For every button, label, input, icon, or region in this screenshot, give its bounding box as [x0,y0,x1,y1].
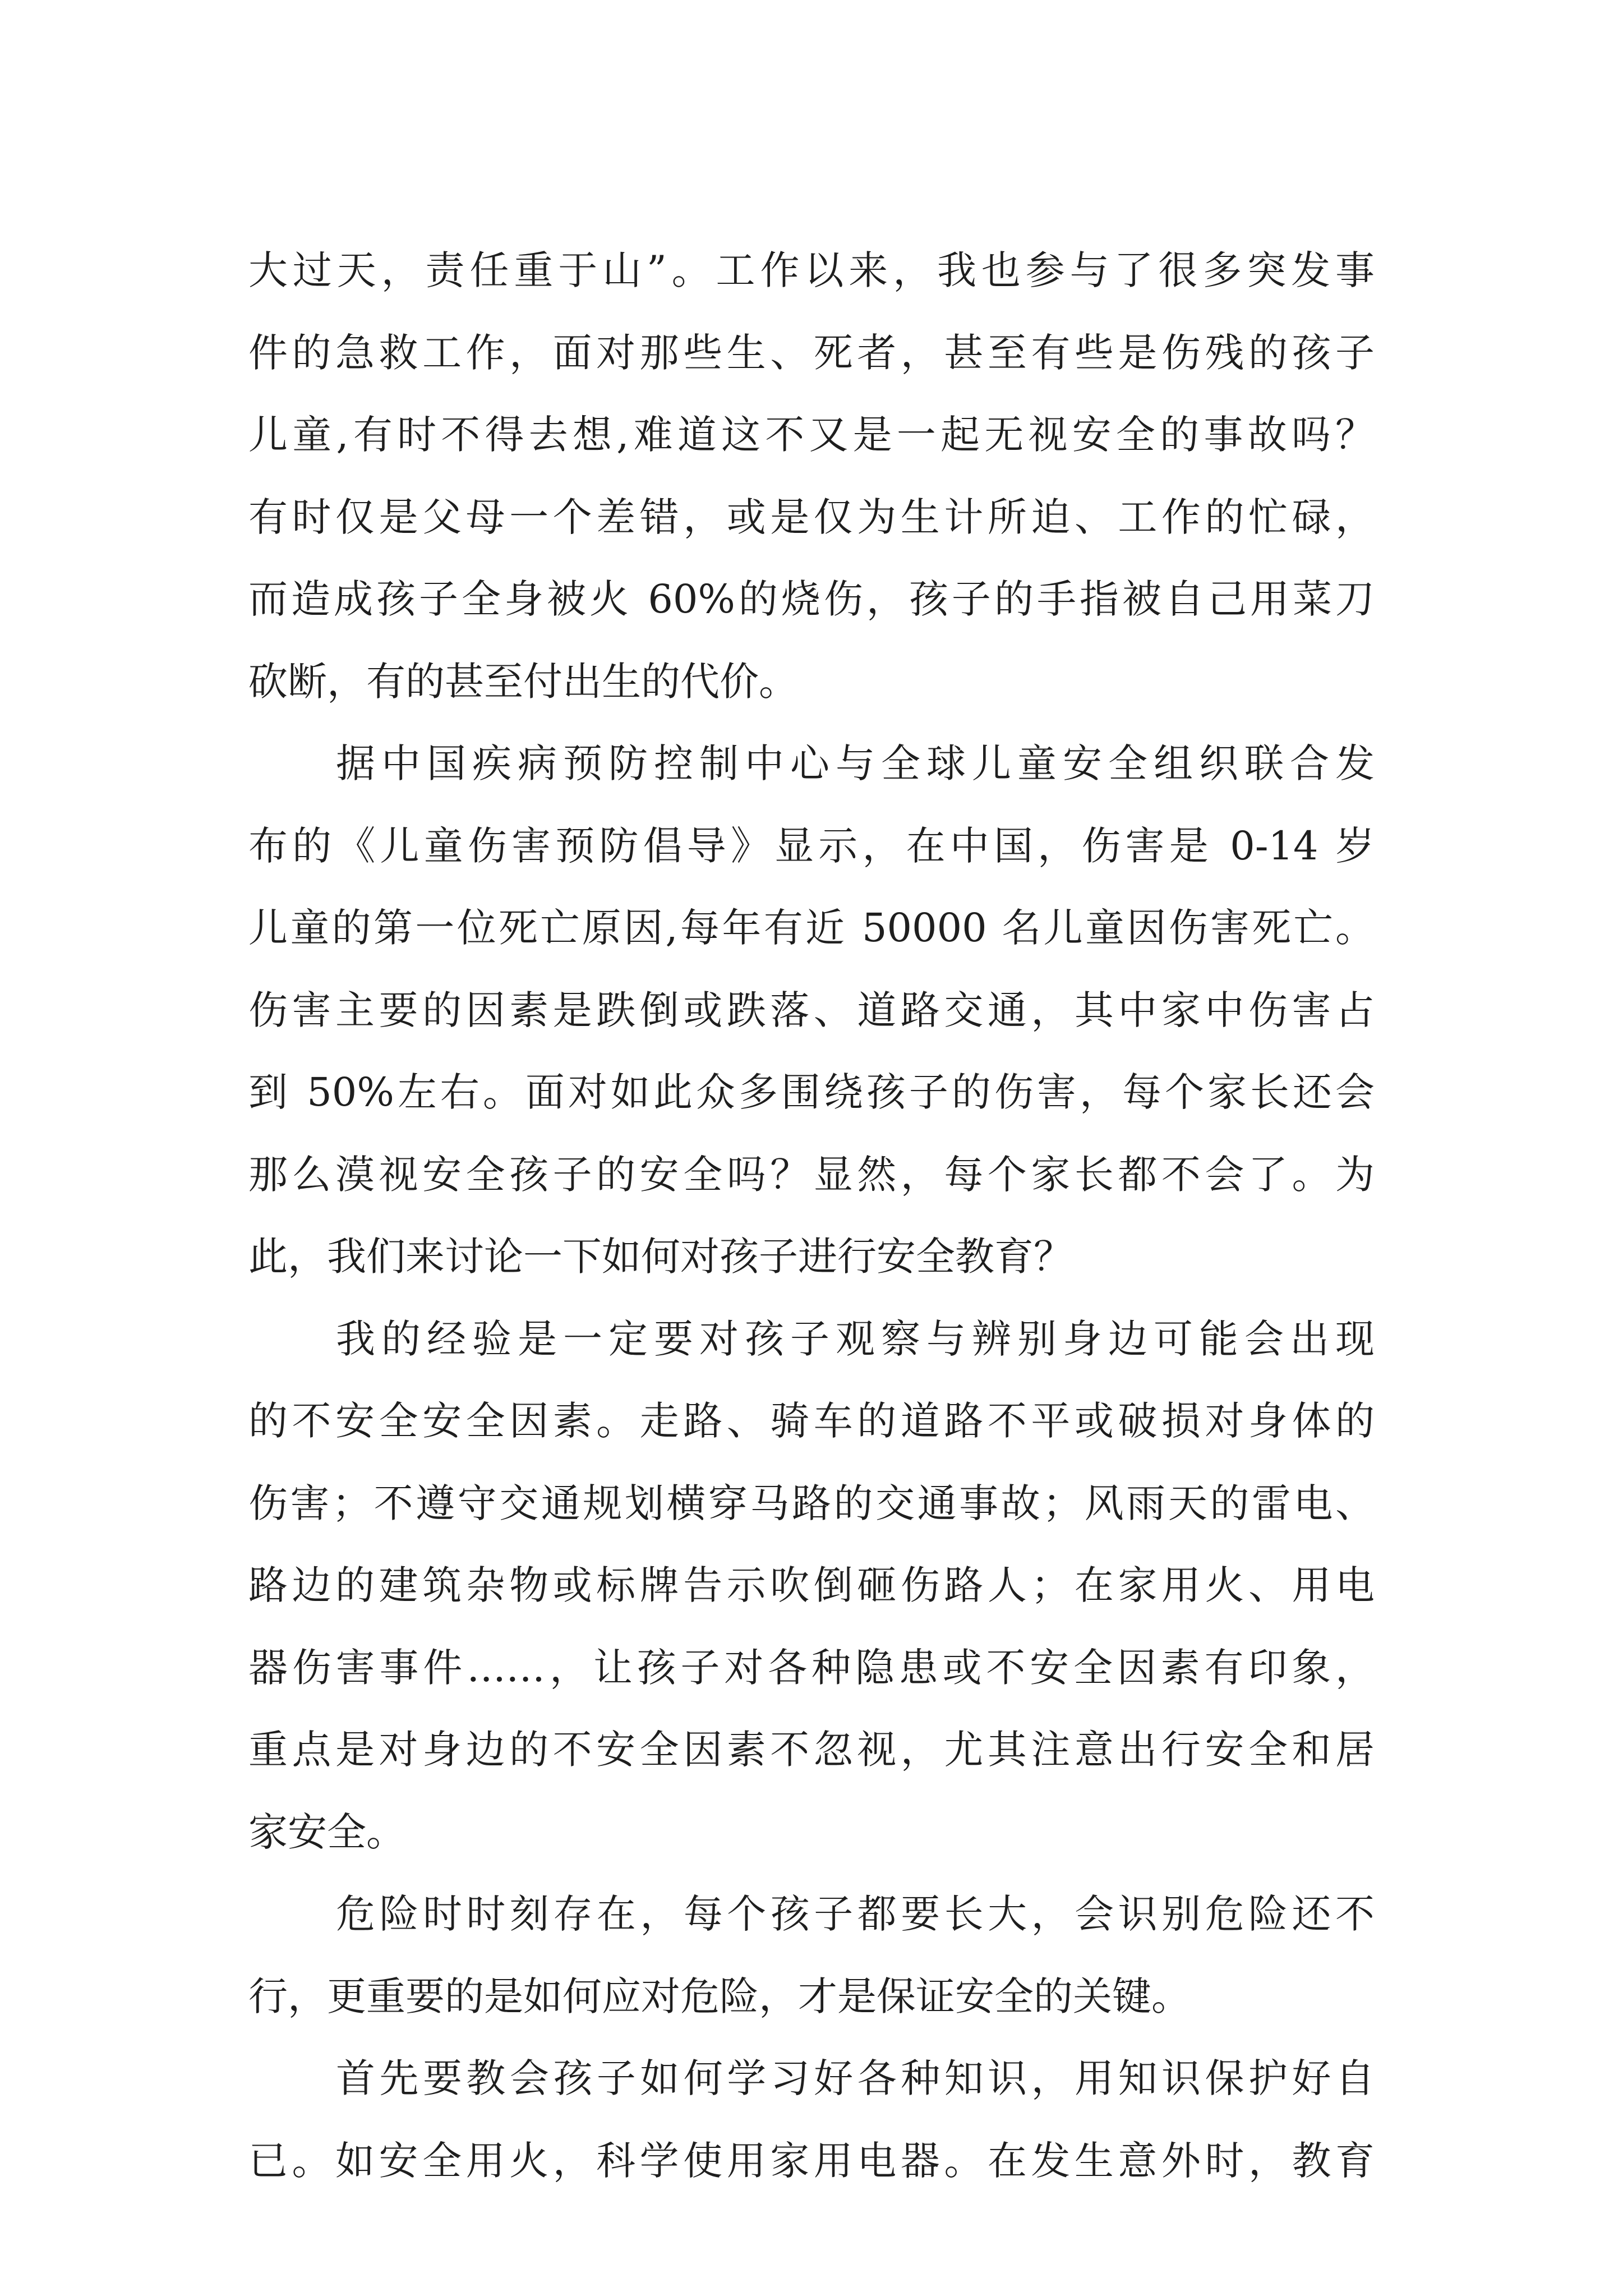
text-line: 砍断，有的甚至付出生的代价。 [248,658,798,705]
text-line: 路边的建筑杂物或标牌告示吹倒砸伤路人；在家用火、用电 [248,1562,1375,1608]
text-line: 的不安全安全因素。走路、骑车的道路不平或破损对身体的 [248,1398,1375,1444]
text-line: 重点是对身边的不安全因素不忽视，尤其注意出行安全和居 [248,1727,1375,1773]
text-line: 器伤害事件……，让孩子对各种隐患或不安全因素有印象， [248,1644,1375,1691]
text-line: 据中国疾病预防控制中心与全球儿童安全组织联合发 [336,740,1375,786]
text-line: 有时仅是父母一个差错，或是仅为生计所迫、工作的忙碌， [248,494,1375,540]
text-line: 此，我们来讨论一下如何对孩子进行安全教育？ [248,1234,1073,1280]
text-line: 布的《儿童伤害预防倡导》显示，在中国，伤害是 0-14 岁 [248,822,1375,869]
text-line: 而造成孩子全身被火 60%的烧伤，孩子的手指被自己用菜刀 [248,576,1375,622]
paragraph-5 [248,2037,1375,2202]
text-line: 行，更重要的是如何应对危险，才是保证安全的关键。 [248,1973,1191,2019]
text-line: 家安全。 [248,1809,405,1855]
paragraph-3 [248,1298,1375,1874]
text-line: 已。如安全用火，科学使用家用电器。在发生意外时，教育 [248,2137,1375,2184]
text-line: 儿童的第一位死亡原因,每年有近 50000 名儿童因伤害死亡。 [248,905,1375,951]
text-line: 伤害主要的因素是跌倒或跌落、道路交通，其中家中伤害占 [248,987,1375,1033]
paragraph-2 [248,723,1375,1298]
text-line: 我的经验是一定要对孩子观察与辨别身边可能会出现 [336,1315,1375,1362]
paragraph-1 [248,229,1375,723]
text-line: 到 50%左右。面对如此众多围绕孩子的伤害，每个家长还会 [248,1069,1375,1115]
text-line: 那么漠视安全孩子的安全吗？显然，每个家长都不会了。为 [248,1151,1375,1198]
text-line: 伤害；不遵守交通规划横穿马路的交通事故；风雨天的雷电、 [248,1480,1375,1526]
text-line: 儿童,有时不得去想,难道这不又是一起无视安全的事故吗？ [248,412,1375,458]
text-line: 危险时时刻存在，每个孩子都要长大，会识别危险还不 [336,1891,1375,1937]
text-line: 件的急救工作，面对那些生、死者，甚至有些是伤残的孩子 [248,329,1375,376]
paragraph-4 [248,1873,1375,2037]
text-line: 大过天，责任重于山”。工作以来，我也参与了很多突发事 [248,247,1375,293]
text-line: 首先要教会孩子如何学习好各种知识，用知识保护好自 [336,2055,1375,2101]
body-text [248,229,1375,2202]
